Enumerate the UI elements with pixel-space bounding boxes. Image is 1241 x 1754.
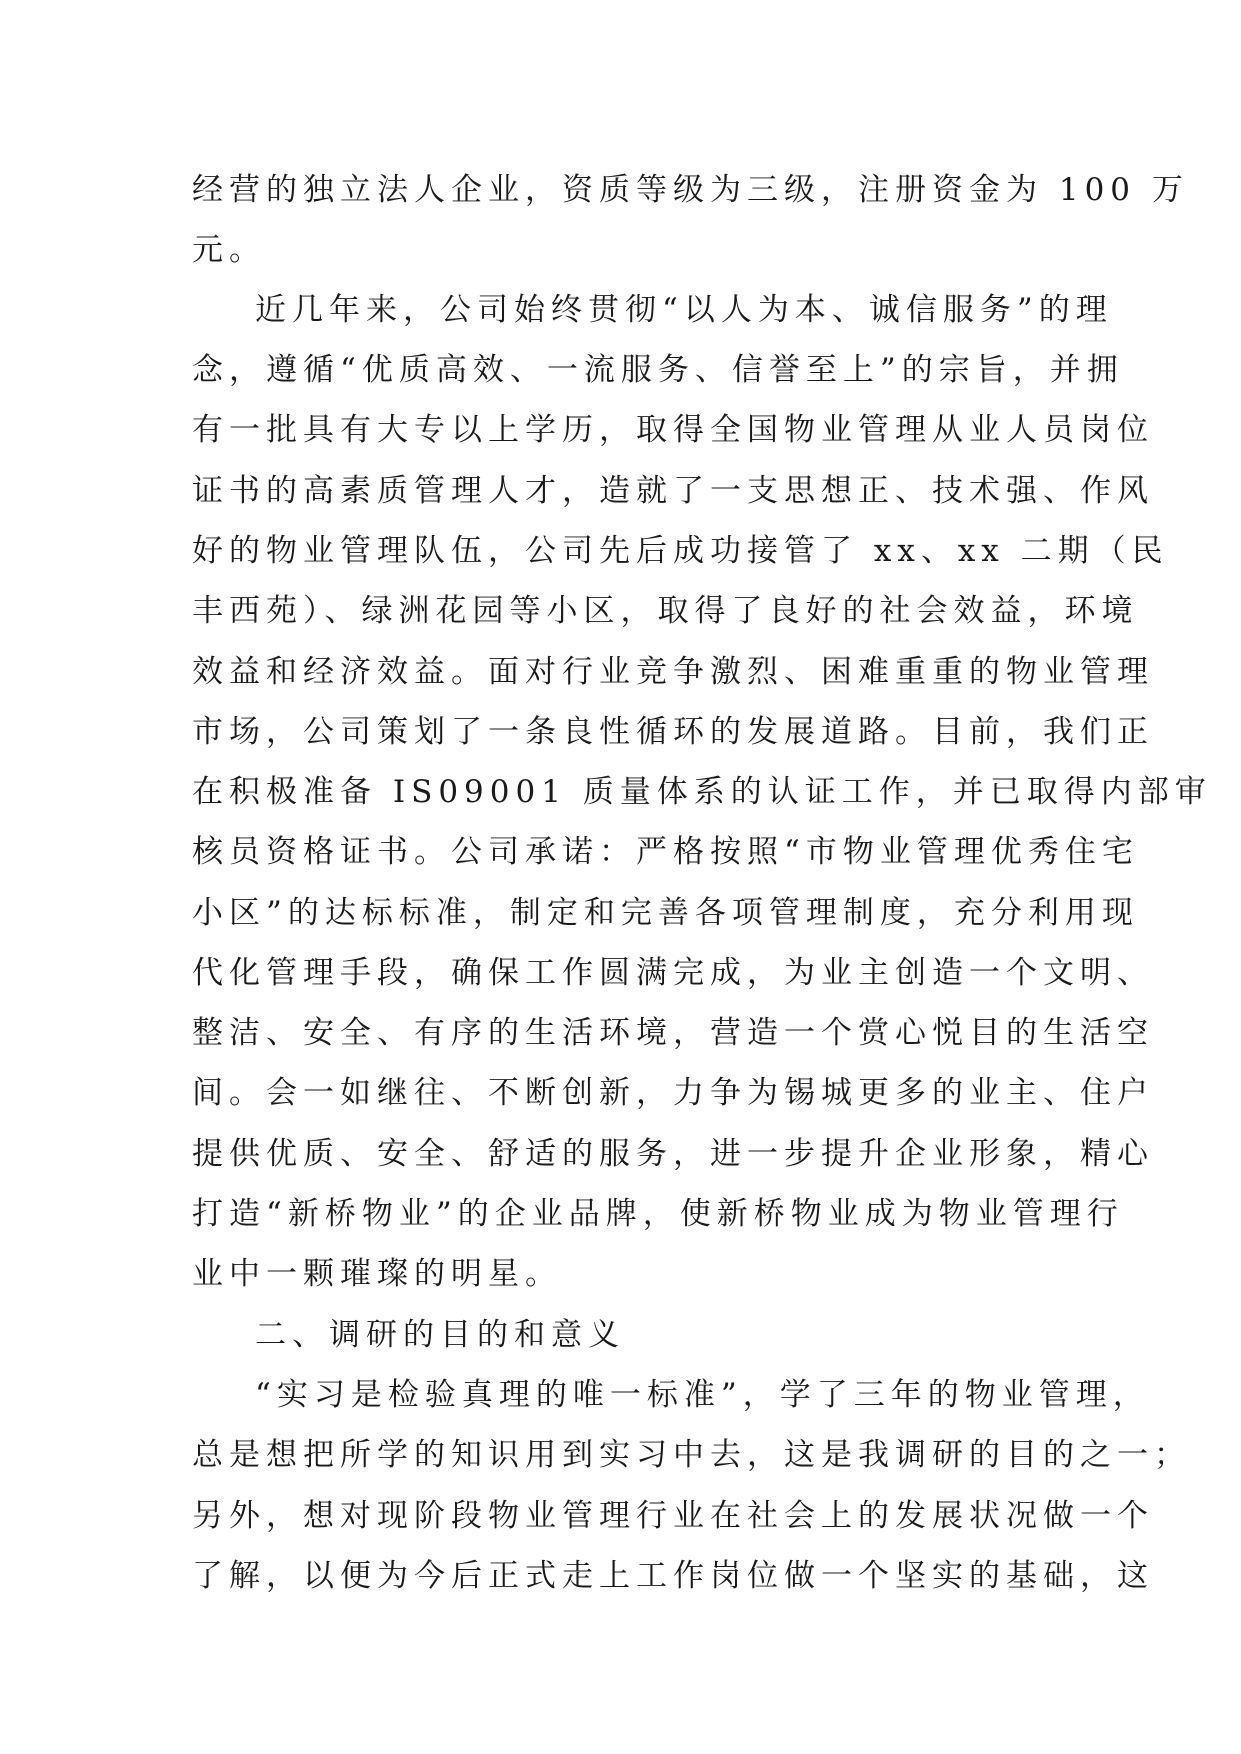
text-line: 整洁、安全、有序的生活环境，营造一个赏心悦目的生活空 — [192, 1015, 1154, 1051]
text-line: 核员资格证书。公司承诺：严格按照“市物业管理优秀住宅 — [192, 834, 1139, 870]
text-line: 总是想把所学的知识用到实习中去，这是我调研的目的之一； — [192, 1437, 1191, 1473]
text-line: 市场，公司策划了一条良性循环的发展道路。目前，我们正 — [192, 714, 1154, 750]
text-line: 业中一颗璀璨的明星。 — [192, 1256, 562, 1292]
text-line: 元。 — [192, 232, 266, 268]
text-line: 打造“新桥物业”的企业品牌，使新桥物业成为物业管理行 — [192, 1196, 1124, 1232]
text-line: 丰西苑）、绿洲花园等小区，取得了良好的社会效益，环境 — [192, 593, 1139, 629]
text-line: 了解，以便为今后正式走上工作岗位做一个坚实的基础，这 — [192, 1558, 1154, 1594]
paragraph-start-line: “实习是检验真理的唯一标准”，学了三年的物业管理， — [255, 1377, 1150, 1413]
text-line: 在积极准备 IS09001 质量体系的认证工作，并已取得内部审 — [192, 774, 1212, 810]
text-line: 有一批具有大专以上学历，取得全国物业管理从业人员岗位 — [192, 412, 1154, 448]
text-line: 念，遵循“优质高效、一流服务、信誉至上”的宗旨，并拥 — [192, 352, 1124, 388]
text-line: 代化管理手段，确保工作圆满完成，为业主创造一个文明、 — [192, 955, 1154, 991]
text-line: 提供优质、安全、舒适的服务，进一步提升企业形象，精心 — [192, 1136, 1154, 1172]
text-line: 经营的独立法人企业，资质等级为三级，注册资金为 100 万 — [192, 172, 1189, 208]
text-line: 好的物业管理队伍，公司先后成功接管了 xx、xx 二期（民 — [192, 533, 1169, 569]
text-line: 效益和经济效益。面对行业竞争激烈、困难重重的物业管理 — [192, 654, 1154, 690]
text-line: 另外，想对现阶段物业管理行业在社会上的发展状况做一个 — [192, 1498, 1154, 1534]
section-heading: 二、调研的目的和意义 — [255, 1317, 625, 1353]
paragraph-start-line: 近几年来，公司始终贯彻“以人为本、诚信服务”的理 — [255, 292, 1113, 328]
text-line: 间。会一如继往、不断创新，力争为锡城更多的业主、住户 — [192, 1075, 1154, 1111]
text-line: 小区”的达标标准，制定和完善各项管理制度，充分利用现 — [192, 895, 1139, 931]
text-line: 证书的高素质管理人才，造就了一支思想正、技术强、作风 — [192, 473, 1154, 509]
